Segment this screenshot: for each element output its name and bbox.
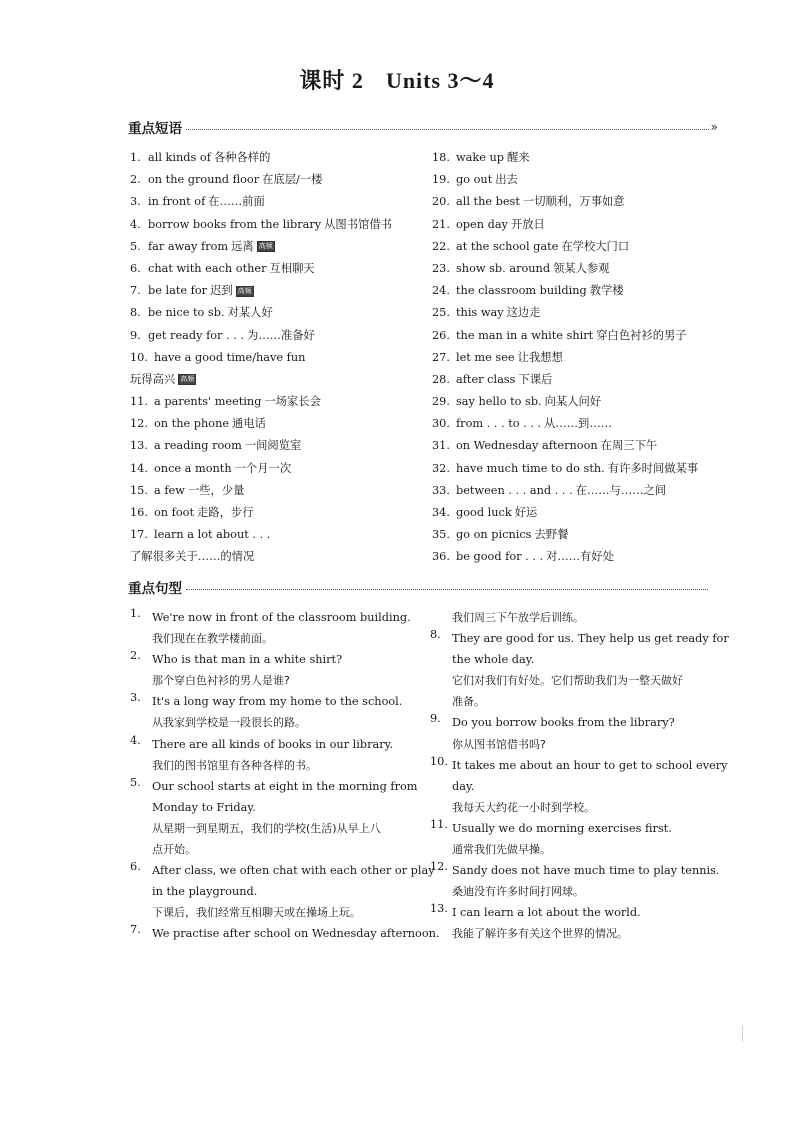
phrase-item — [130, 458, 420, 480]
sentence-english: After class, we often chat with each other or play — [152, 864, 435, 878]
sentence-translation: 点开始。 — [152, 843, 196, 857]
sentence-item — [130, 860, 435, 923]
phrase-number: 33. — [432, 483, 450, 497]
phrase-chinese: 一场家长会 — [264, 395, 321, 409]
frequency-badge: 高频 — [258, 242, 273, 251]
phrase-item — [432, 458, 722, 480]
sentence-translation: 通常我们先做早操。 — [452, 843, 551, 857]
sentence-number: 2. — [130, 649, 141, 663]
phrase-english: on the ground floor — [148, 173, 260, 187]
section-label: 重点短语 — [128, 121, 182, 137]
phrase-english: wake up — [456, 151, 505, 164]
phrase-number: 21. — [432, 217, 450, 231]
sentence-number: 6. — [130, 860, 141, 874]
sentence-english: Sandy does not have much time to play tennis. — [452, 864, 720, 878]
section-key-phrases-header — [128, 118, 718, 136]
phrase-chinese: 去野餐 — [534, 528, 569, 542]
sentence-translation: 你从图书馆借书吗? — [452, 737, 546, 751]
phrase-number: 22. — [432, 239, 450, 253]
phrase-item — [130, 236, 420, 258]
phrase-item — [432, 369, 722, 391]
sentence-item — [430, 902, 730, 944]
phrase-english: all the best — [456, 195, 520, 209]
phrase-chinese: 了解很多关于……的情况 — [130, 550, 255, 564]
sentence-english: There are all kinds of books in our library. — [152, 737, 394, 751]
phrase-number: 28. — [432, 372, 450, 386]
phrase-english: say hello to sb. — [456, 395, 542, 409]
phrase-number: 8. — [130, 306, 141, 320]
phrase-item — [130, 280, 420, 302]
sentence-english: We're now in front of the classroom building. — [152, 611, 411, 624]
phrase-item — [130, 347, 420, 369]
phrase-item — [432, 214, 722, 236]
phrase-number: 17. — [130, 528, 148, 542]
phrase-number: 7. — [130, 284, 141, 298]
phrase-number: 23. — [432, 261, 450, 275]
sentence-number: 5. — [130, 775, 141, 789]
phrase-number: 32. — [432, 461, 450, 475]
phrase-english: this way — [456, 306, 504, 320]
phrase-item — [432, 502, 722, 524]
phrase-number: 6. — [130, 261, 141, 275]
phrase-item — [130, 169, 420, 191]
phrase-english: once a month — [154, 461, 232, 475]
phrase-chinese: 一些，少量 — [187, 483, 245, 497]
phrase-chinese: 一间阅览室 — [244, 439, 302, 453]
phrase-chinese: 在……与……之间 — [575, 483, 667, 497]
phrase-english: go out — [456, 173, 493, 187]
phrase-english: at the school gate — [456, 239, 559, 253]
sentence-list-right — [430, 607, 730, 945]
phrase-english: learn a lot about . . . — [154, 528, 271, 542]
phrase-item — [432, 347, 722, 369]
phrase-chinese: 在学校大门口 — [561, 239, 630, 253]
phrase-chinese: 为……准备好 — [247, 328, 315, 342]
dotted-rule — [186, 129, 709, 130]
dotted-rule — [186, 589, 708, 590]
sentence-item — [130, 734, 430, 776]
sentence-item — [130, 649, 430, 691]
sentence-translation: 从我家到学校是一段很长的路。 — [152, 716, 306, 730]
phrase-chinese: 各种各样的 — [213, 151, 271, 164]
phrase-number: 14. — [130, 461, 148, 475]
phrase-list-right — [432, 147, 722, 569]
phrase-number: 15. — [130, 483, 148, 497]
phrase-chinese: 下课后 — [518, 372, 553, 386]
phrase-item — [432, 435, 722, 457]
phrase-english: have much time to do sth. — [456, 461, 605, 475]
phrase-chinese: 领某人参观 — [553, 261, 610, 275]
sentence-item — [430, 818, 730, 860]
phrase-item — [432, 546, 722, 568]
phrase-number: 13. — [130, 439, 148, 453]
phrase-number: 18. — [432, 151, 450, 164]
sentence-english: day. — [452, 779, 475, 793]
phrase-english: borrow books from the library — [148, 217, 322, 231]
sentence-item — [130, 923, 440, 944]
phrase-chinese: 在周三下午 — [600, 439, 658, 453]
phrase-item — [130, 413, 420, 435]
sentence-number: 11. — [430, 817, 448, 831]
double-arrow-icon: » — [710, 120, 718, 134]
sentence-number: 12. — [430, 860, 448, 874]
phrase-english: be late for — [148, 284, 208, 298]
phrase-number: 20. — [432, 195, 450, 209]
sentence-translation: 我们现在在教学楼前面。 — [152, 632, 273, 646]
phrase-item — [130, 214, 420, 236]
phrase-number: 25. — [432, 306, 450, 320]
phrase-number: 27. — [432, 350, 450, 364]
phrase-chinese: 穿白色衬衫的男子 — [596, 328, 687, 342]
phrase-chinese: 在……前面 — [208, 195, 265, 209]
phrase-chinese: 教学楼 — [589, 284, 624, 298]
phrase-item — [432, 258, 722, 280]
phrase-list-left — [130, 147, 420, 569]
frequency-badge: 高频 — [237, 286, 252, 295]
phrase-number: 26. — [432, 328, 450, 342]
phrase-item — [130, 502, 420, 524]
phrase-item — [432, 302, 722, 324]
phrase-chinese: 玩得高兴 — [130, 372, 176, 386]
phrase-chinese: 让我想想 — [517, 350, 563, 364]
phrase-item — [432, 236, 722, 258]
phrase-item — [432, 169, 722, 191]
phrase-chinese: 通电话 — [232, 417, 266, 431]
sentence-item — [430, 607, 730, 628]
sentence-number: 4. — [130, 733, 141, 747]
phrase-item — [432, 325, 722, 347]
phrase-item — [130, 369, 420, 391]
phrase-number: 5. — [130, 239, 141, 253]
phrase-number: 36. — [432, 550, 450, 564]
sentence-translation: 我能了解许多有关这个世界的情况。 — [452, 927, 628, 941]
sentence-translation: 我每天大约花一小时到学校。 — [452, 800, 595, 814]
sentence-number: 10. — [430, 754, 448, 768]
phrase-english: on foot — [154, 506, 194, 519]
sentence-translation: 从星期一到星期五，我们的学校(生活)从早上八 — [152, 821, 381, 835]
phrase-chinese: 对……有好处 — [546, 550, 614, 564]
phrase-english: the man in a white shirt — [456, 328, 594, 342]
phrase-english: far away from — [148, 239, 229, 253]
phrase-english: between . . . and . . . — [456, 483, 573, 497]
frequency-badge: 高频 — [180, 375, 195, 384]
phrase-number: 2. — [130, 173, 141, 187]
phrase-number: 16. — [130, 506, 148, 519]
phrase-chinese: 从……到…… — [544, 417, 612, 431]
phrase-chinese: 这边走 — [506, 306, 541, 320]
phrase-english: be nice to sb. — [148, 306, 225, 320]
phrase-number: 9. — [130, 328, 141, 342]
phrase-english: a few — [154, 483, 185, 497]
phrase-item — [432, 480, 722, 502]
phrase-item — [130, 391, 420, 413]
phrase-english: let me see — [456, 350, 515, 364]
phrase-item — [130, 524, 420, 546]
phrase-english: good luck — [456, 506, 512, 519]
phrase-number: 19. — [432, 173, 450, 187]
phrase-english: go on picnics — [456, 528, 532, 542]
page-title — [0, 64, 794, 95]
phrase-chinese: 开放日 — [510, 217, 545, 231]
phrase-english: the classroom building — [456, 284, 587, 298]
scan-edge-mark — [742, 1026, 743, 1042]
phrase-number: 11. — [130, 395, 148, 409]
sentence-item — [130, 691, 430, 733]
phrase-item — [130, 435, 420, 457]
phrase-item — [130, 325, 420, 347]
sentence-number: 8. — [430, 628, 441, 642]
phrase-english: after class — [456, 372, 516, 386]
phrase-chinese: 一切顺利，万事如意 — [522, 195, 625, 209]
sentence-number: 1. — [130, 607, 141, 620]
phrase-chinese: 走路，步行 — [197, 506, 254, 519]
sentence-translation: 下课后，我们经常互相聊天或在操场上玩。 — [152, 906, 361, 920]
phrase-chinese: 好运 — [514, 506, 538, 519]
sentence-english: in the playground. — [152, 885, 258, 899]
sentence-translation: 那个穿白色衬衫的男人是谁? — [152, 674, 290, 688]
sentence-item — [130, 607, 430, 649]
phrase-item — [130, 480, 420, 502]
phrase-chinese: 远离 — [231, 239, 254, 253]
sentence-number: 9. — [430, 712, 441, 726]
phrase-english: open day — [456, 217, 508, 231]
phrase-english: get ready for . . . — [148, 328, 245, 342]
section-key-sentences-header — [128, 578, 708, 596]
sentence-english: Who is that man in a white shirt? — [152, 653, 343, 667]
sentence-english: Our school starts at eight in the morning from — [152, 779, 418, 793]
section-label: 重点句型 — [128, 581, 182, 597]
sentence-item — [430, 860, 730, 902]
phrase-chinese: 从图书馆借书 — [324, 217, 392, 231]
phrase-item — [432, 280, 722, 302]
phrase-chinese: 有许多时间做某事 — [607, 461, 699, 475]
phrase-english: a reading room — [154, 439, 242, 453]
phrase-english: on Wednesday afternoon — [456, 439, 598, 453]
sentence-item — [130, 776, 430, 860]
sentence-translation: 准备。 — [452, 695, 485, 709]
phrase-english: all kinds of — [148, 151, 211, 164]
phrase-chinese: 向某人问好 — [544, 395, 602, 409]
phrase-chinese: 对某人好 — [227, 306, 273, 320]
phrase-item — [432, 524, 722, 546]
sentence-number: 7. — [130, 923, 141, 937]
phrase-english: be good for . . . — [456, 550, 544, 564]
phrase-chinese: 在底层/一楼 — [262, 173, 323, 187]
sentence-translation: 我们周三下午放学后训练。 — [452, 611, 584, 624]
phrase-number: 4. — [130, 217, 141, 231]
phrase-item — [432, 191, 722, 213]
sentence-english: Do you borrow books from the library? — [452, 716, 675, 730]
phrase-number: 29. — [432, 395, 450, 409]
phrase-item — [130, 147, 420, 169]
sentence-english: We practise after school on Wednesday afternoon. — [152, 927, 440, 941]
sentence-translation: 桑迪没有许多时间打网球。 — [452, 885, 584, 899]
phrase-item — [130, 258, 420, 280]
sentence-item — [430, 628, 730, 712]
units-label: Units 3～4 — [385, 68, 495, 93]
sentence-item — [430, 712, 730, 754]
phrase-english: have a good time/have fun — [154, 350, 306, 364]
sentence-item — [430, 755, 730, 818]
phrase-number: 24. — [432, 284, 450, 298]
phrase-english: show sb. around — [456, 261, 551, 275]
sentence-english: Monday to Friday. — [152, 800, 256, 814]
phrase-item — [432, 147, 722, 169]
sentence-english: Usually we do morning exercises first. — [452, 821, 672, 835]
sentence-number: 3. — [130, 691, 141, 705]
phrase-item — [432, 391, 722, 413]
phrase-number: 31. — [432, 439, 450, 453]
phrase-number: 35. — [432, 528, 450, 542]
sentence-english: It's a long way from my home to the school. — [152, 695, 403, 709]
phrase-chinese: 一个月一次 — [234, 461, 292, 475]
phrase-number: 12. — [130, 417, 148, 431]
phrase-number: 10. — [130, 350, 148, 364]
sentence-english: They are good for us. They help us get ready for — [452, 632, 729, 646]
lesson-label: 课时 2 — [299, 68, 364, 93]
phrase-english: from . . . to . . . — [456, 417, 542, 431]
phrase-chinese: 互相聊天 — [269, 261, 315, 275]
phrase-english: in front of — [148, 195, 206, 209]
phrase-chinese: 迟到 — [210, 284, 233, 298]
sentence-english: It takes me about an hour to get to school every — [452, 758, 728, 772]
sentence-english: I can learn a lot about the world. — [452, 906, 641, 920]
sentence-translation: 它们对我们有好处。它们帮助我们为一整天做好 — [452, 674, 683, 688]
sentence-translation: 我们的图书馆里有各种各样的书。 — [152, 758, 317, 772]
phrase-item — [130, 546, 420, 568]
sentence-number: 13. — [430, 902, 448, 916]
phrase-number: 30. — [432, 417, 450, 431]
phrase-english: on the phone — [154, 417, 230, 431]
phrase-item — [130, 191, 420, 213]
phrase-english: a parents' meeting — [154, 395, 262, 409]
phrase-item — [432, 413, 722, 435]
phrase-item — [130, 302, 420, 324]
phrase-chinese: 醒来 — [507, 151, 530, 164]
phrase-chinese: 出去 — [495, 173, 518, 187]
phrase-number: 1. — [130, 151, 141, 164]
phrase-number: 3. — [130, 195, 141, 209]
sentence-english: the whole day. — [452, 653, 535, 667]
phrase-number: 34. — [432, 506, 450, 519]
phrase-english: chat with each other — [148, 261, 267, 275]
